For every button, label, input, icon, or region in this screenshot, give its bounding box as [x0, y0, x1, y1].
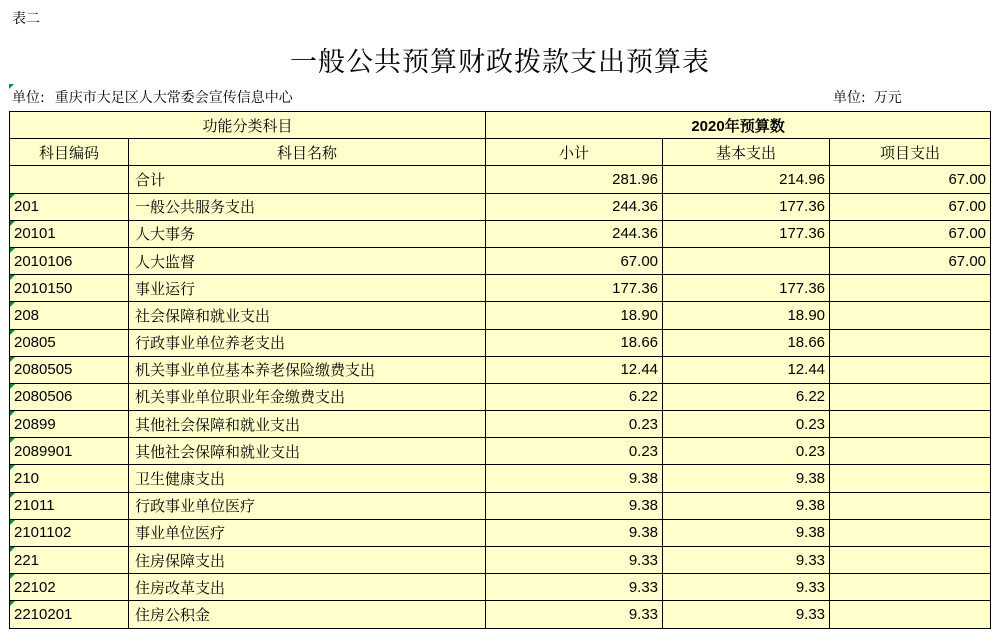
name-cell[interactable]: 机关事业单位职业年金缴费支出 [129, 383, 486, 410]
subtotal-cell[interactable]: 9.38 [486, 465, 663, 492]
code-cell[interactable]: 22102 [10, 574, 129, 601]
cell-comment-marker [10, 221, 15, 226]
header-basic[interactable]: 基本支出 [663, 139, 830, 166]
project-cell[interactable] [830, 438, 991, 465]
basic-cell[interactable]: 12.44 [663, 356, 830, 383]
subtotal-cell[interactable]: 0.23 [486, 438, 663, 465]
table-row [10, 193, 991, 220]
subtotal-cell[interactable]: 177.36 [486, 275, 663, 302]
cell-comment-marker [10, 357, 15, 362]
sheet-label: 表二 [12, 11, 40, 27]
project-cell[interactable] [830, 356, 991, 383]
table-row [10, 574, 991, 601]
basic-cell[interactable]: 0.23 [663, 438, 830, 465]
name-cell[interactable]: 卫生健康支出 [129, 465, 486, 492]
basic-cell[interactable]: 6.22 [663, 383, 830, 410]
header-budget-year[interactable]: 2020年预算数 [486, 112, 991, 139]
name-cell[interactable]: 住房公积金 [129, 601, 486, 628]
basic-cell[interactable]: 18.66 [663, 329, 830, 356]
name-cell[interactable]: 行政事业单位医疗 [129, 492, 486, 519]
table-row [10, 329, 991, 356]
cell-comment-marker [10, 248, 15, 253]
subtotal-cell[interactable]: 244.36 [486, 193, 663, 220]
table-row [10, 465, 991, 492]
basic-cell[interactable]: 9.38 [663, 465, 830, 492]
code-cell[interactable]: 208 [10, 302, 129, 329]
code-cell[interactable]: 2101102 [10, 519, 129, 546]
unit-info-right [833, 87, 902, 107]
subtotal-cell[interactable]: 18.66 [486, 329, 663, 356]
project-cell[interactable] [830, 411, 991, 438]
subtotal-cell[interactable]: 12.44 [486, 356, 663, 383]
cell-comment-marker [10, 302, 15, 307]
subtotal-cell[interactable]: 9.38 [486, 492, 663, 519]
table-row [10, 519, 991, 546]
code-cell[interactable]: 210 [10, 465, 129, 492]
subtotal-cell[interactable]: 244.36 [486, 220, 663, 247]
basic-cell[interactable]: 9.33 [663, 574, 830, 601]
header-code[interactable]: 科目编码 [10, 139, 129, 166]
cell-comment-marker [10, 411, 15, 416]
cell-comment-marker [10, 438, 15, 443]
code-cell[interactable]: 2010106 [10, 247, 129, 274]
basic-cell[interactable]: 0.23 [663, 411, 830, 438]
project-cell[interactable]: 67.00 [830, 220, 991, 247]
table-row [10, 302, 991, 329]
code-cell[interactable] [10, 166, 129, 193]
project-cell[interactable] [830, 275, 991, 302]
name-cell[interactable]: 其他社会保障和就业支出 [129, 438, 486, 465]
basic-cell[interactable]: 9.38 [663, 519, 830, 546]
code-cell[interactable]: 20101 [10, 220, 129, 247]
table-row [10, 547, 991, 574]
code-cell[interactable]: 20805 [10, 329, 129, 356]
unit-name: 重庆市大足区人大常委会宣传信息中心 [54, 90, 293, 106]
cell-comment-marker [10, 520, 15, 525]
project-cell[interactable] [830, 519, 991, 546]
header-group-row [10, 112, 991, 139]
code-cell[interactable]: 2210201 [10, 601, 129, 628]
basic-cell[interactable]: 9.33 [663, 601, 830, 628]
subtotal-cell[interactable]: 0.23 [486, 411, 663, 438]
basic-cell[interactable]: 177.36 [663, 220, 830, 247]
name-cell[interactable]: 事业运行 [129, 275, 486, 302]
subtotal-cell[interactable]: 9.33 [486, 601, 663, 628]
project-cell[interactable] [830, 383, 991, 410]
name-cell[interactable]: 住房改革支出 [129, 574, 486, 601]
cell-comment-marker [10, 493, 15, 498]
unit-label: 单位: [12, 90, 45, 106]
subtotal-cell[interactable]: 9.38 [486, 519, 663, 546]
name-cell[interactable]: 人大事务 [129, 220, 486, 247]
project-cell[interactable]: 67.00 [830, 166, 991, 193]
project-cell[interactable] [830, 329, 991, 356]
basic-cell[interactable] [663, 247, 830, 274]
code-cell[interactable]: 20899 [10, 411, 129, 438]
cell-comment-marker [10, 384, 15, 389]
cell-comment-marker [10, 574, 15, 579]
subtotal-cell[interactable]: 281.96 [486, 166, 663, 193]
budget-table [9, 111, 991, 629]
currency-unit: 万元 [873, 90, 902, 106]
subtotal-cell[interactable]: 9.33 [486, 574, 663, 601]
table-row [10, 411, 991, 438]
table-row [10, 247, 991, 274]
project-cell[interactable] [830, 302, 991, 329]
code-cell[interactable]: 2080506 [10, 383, 129, 410]
code-cell[interactable]: 221 [10, 547, 129, 574]
table-row [10, 356, 991, 383]
code-cell[interactable]: 2089901 [10, 438, 129, 465]
project-cell[interactable] [830, 574, 991, 601]
table-row [10, 383, 991, 410]
header-function-category[interactable]: 功能分类科目 [10, 112, 486, 139]
code-cell[interactable]: 2010150 [10, 275, 129, 302]
header-column-row [10, 139, 991, 166]
name-cell[interactable]: 人大监督 [129, 247, 486, 274]
cell-comment-marker [10, 547, 15, 552]
header-name[interactable]: 科目名称 [129, 139, 486, 166]
code-cell[interactable]: 2080505 [10, 356, 129, 383]
table-row [10, 601, 991, 628]
cell-comment-marker [10, 275, 15, 280]
table-row [10, 220, 991, 247]
unit-info-left [12, 87, 293, 107]
table-row [10, 166, 991, 193]
basic-cell[interactable]: 18.90 [663, 302, 830, 329]
code-cell[interactable]: 201 [10, 193, 129, 220]
subtotal-cell[interactable]: 6.22 [486, 383, 663, 410]
name-cell[interactable]: 其他社会保障和就业支出 [129, 411, 486, 438]
basic-cell[interactable]: 9.33 [663, 547, 830, 574]
basic-cell[interactable]: 177.36 [663, 275, 830, 302]
name-cell[interactable]: 一般公共服务支出 [129, 193, 486, 220]
project-cell[interactable] [830, 492, 991, 519]
cell-comment-marker [10, 194, 15, 199]
name-cell[interactable]: 机关事业单位基本养老保险缴费支出 [129, 356, 486, 383]
project-cell[interactable] [830, 547, 991, 574]
table-row [10, 438, 991, 465]
code-cell[interactable]: 21011 [10, 492, 129, 519]
name-cell[interactable]: 住房保障支出 [129, 547, 486, 574]
project-cell[interactable]: 67.00 [830, 193, 991, 220]
page-title: 一般公共预算财政拨款支出预算表 [290, 47, 710, 78]
name-cell[interactable]: 行政事业单位养老支出 [129, 329, 486, 356]
project-cell[interactable] [830, 601, 991, 628]
name-cell[interactable]: 社会保障和就业支出 [129, 302, 486, 329]
subtotal-cell[interactable]: 9.33 [486, 547, 663, 574]
project-cell[interactable]: 67.00 [830, 247, 991, 274]
subtotal-cell[interactable]: 67.00 [486, 247, 663, 274]
name-cell[interactable]: 事业单位医疗 [129, 519, 486, 546]
project-cell[interactable] [830, 465, 991, 492]
header-project[interactable]: 项目支出 [830, 139, 991, 166]
basic-cell[interactable]: 9.38 [663, 492, 830, 519]
table-row [10, 492, 991, 519]
subtotal-cell[interactable]: 18.90 [486, 302, 663, 329]
cell-comment-marker [10, 601, 15, 606]
cell-comment-marker [10, 330, 15, 335]
name-cell[interactable]: 合计 [129, 166, 486, 193]
cell-comment-marker [10, 465, 15, 470]
basic-cell[interactable]: 177.36 [663, 193, 830, 220]
basic-cell[interactable]: 214.96 [663, 166, 830, 193]
table-row [10, 275, 991, 302]
currency-unit-label: 单位: [833, 90, 866, 106]
header-subtotal[interactable]: 小计 [486, 139, 663, 166]
